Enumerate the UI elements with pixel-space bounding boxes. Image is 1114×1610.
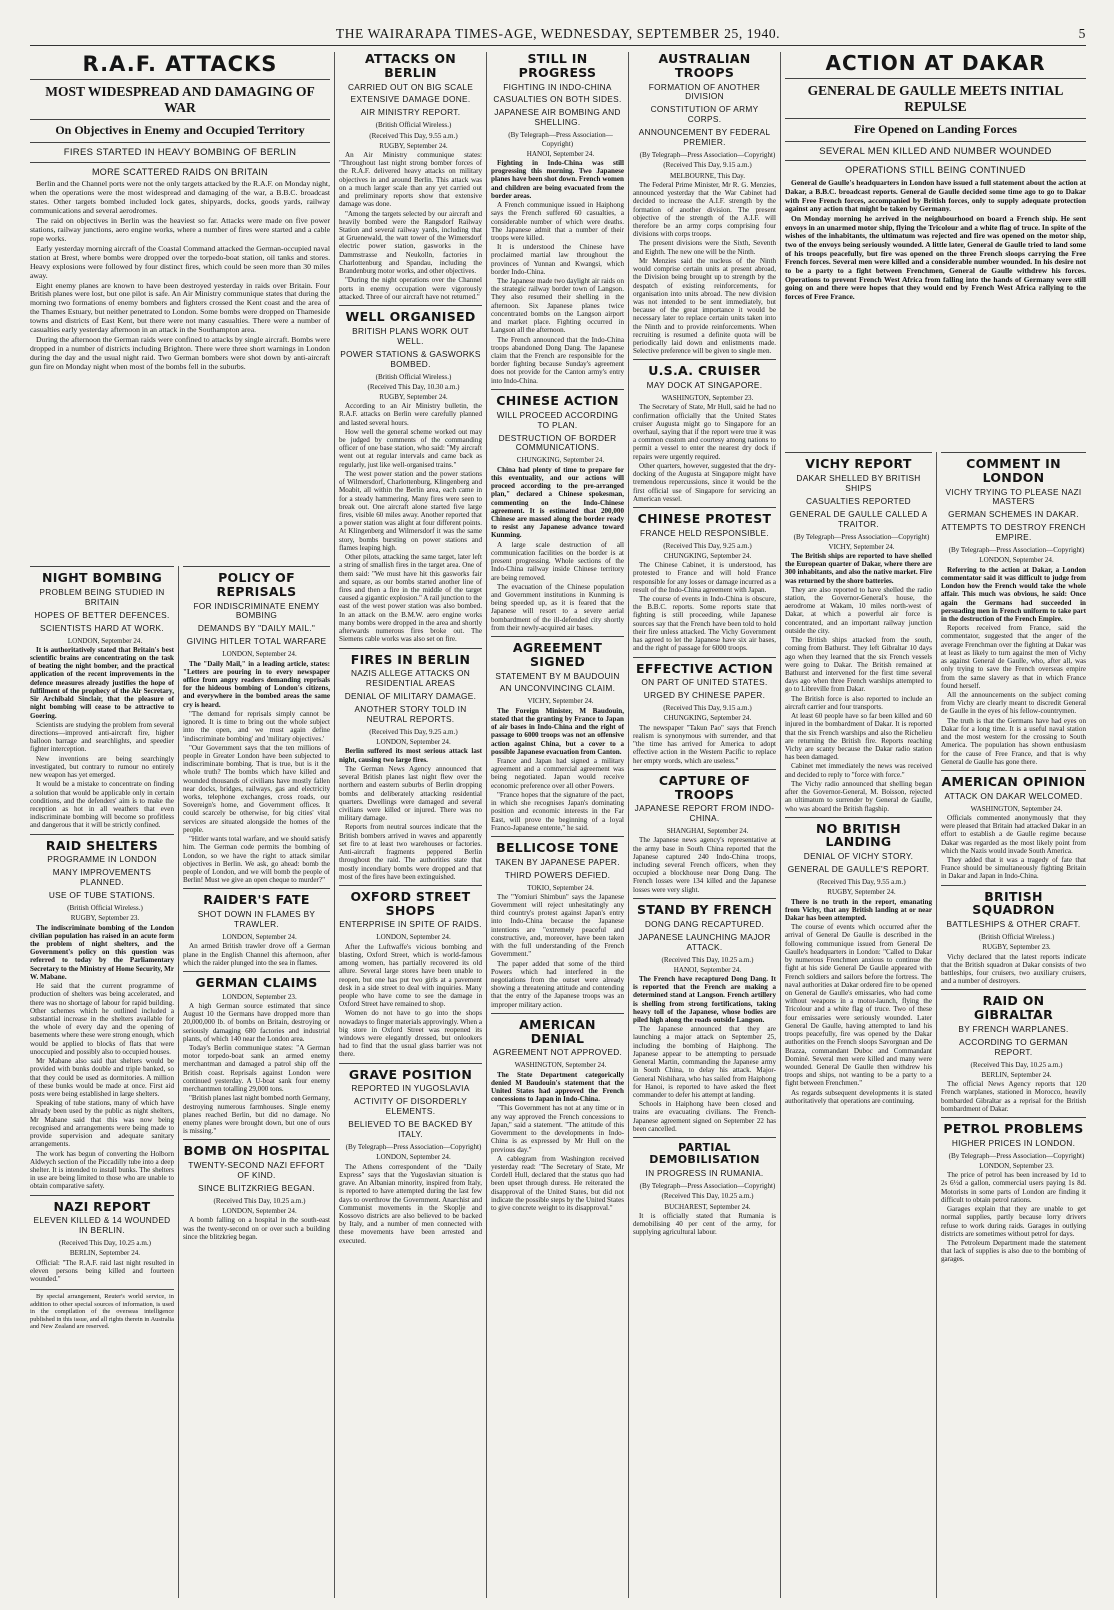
no-landing-deck: DENIAL OF VICHY STORY. <box>803 851 914 862</box>
dateline: CHUNGKING, September 24. <box>516 456 605 465</box>
reprisals-paragraph: "Our Government says that the ten millions of people in Greater London have been subjected to indiscriminate bombing. That is true, but is it the whole truth? The bombs which have killed and wounded thousands of civilians have mostly fallen near docks, bridges, railways, gas and electricity works, telephone exchanges, cross roads, our Sovereign's home, and Government offices. It could scarcely be otherwise, for big cities' vital services are situated alongside the homes of the people. <box>183 743 330 834</box>
stand-french-lead: The French have recaptured Dong Dang. It is reported that the French are making a determined stand at Langson. French artillery is shelling from strong fortifications, taking heavy toll of the Japanese, whose bodies are piled high along the roads outside Langson. <box>633 974 776 1025</box>
policy-of-reprisals-story <box>183 566 330 884</box>
chinese-action-deck: DESTRUCTION OF BORDER COMMUNICATIONS. <box>498 432 617 453</box>
comment-in-london-story <box>941 452 1086 766</box>
grave-deck: BELIEVED TO BE BACKED BY ITALY. <box>348 1119 473 1140</box>
raid-shelters-paragraph: Mr Mabane also said that shelters would be provided with bunks double and triple banked, so that they could be used as dormitories. A million of these bunks would be made at once. First aid posts were being established in large shelters. <box>30 1057 174 1098</box>
dateline: RUGBY, September 24. <box>827 888 896 897</box>
stand-french-deck: DONG DANG RECAPTURED. <box>644 918 765 929</box>
agreement-signed-story <box>491 636 624 832</box>
column-7b <box>936 452 1086 1598</box>
raf-attacks-subhead: MOST WIDESPREAD AND DAMAGING OF WAR <box>45 84 315 115</box>
australian-paragraph: The present divisions were the Sixth, Seventh and Eighth. The new one will be the Ninth. <box>633 239 776 256</box>
australian-deck: CONSTITUTION OF ARMY CORPS. <box>650 104 759 125</box>
no-british-landing-story <box>785 817 932 1105</box>
source-line: (By Telegraph—Press Association—Copyright) <box>639 151 776 160</box>
american-denial-deck: AGREEMENT NOT APPROVED. <box>492 1047 623 1058</box>
raid-shelters-deck: USE OF TUBE STATIONS. <box>48 890 156 901</box>
chinese-protest-paragraph: The course of events in Indo-China is obscure, the B.B.C. reports. Some reports state that fighting is still proceeding, while Japanese sources say that the French have been told to hold their fire unless attacked. The Vichy Government has agreed to let the Japanese have six air bases, and the right of passage for 6000 troops. <box>633 595 776 653</box>
masthead <box>30 22 1086 46</box>
partial-demob-deck: IN PROGRESS IN RUMANIA. <box>645 1168 764 1179</box>
well-organised-paragraph: The west power station and the power stations of Wilmersdorf, Charlottenburg, Klingenberg and Moabit, all within the Berlin area, each came in for a steady hammering. Many fires were seen to break out. One aircraft alone started five large fires, visible 60 miles away. Another reported that a power station was alight at four different points. At Klingenberg and Wilmersdorf it was the same story, bombs bursting on power stations and flames leaping high. <box>339 469 482 552</box>
vichy-deck: DAKAR SHELLED BY BRITISH SHIPS <box>796 472 921 493</box>
vichy-paragraph: Cabinet met immediately the news was received and decided to reply to "force with force." <box>785 762 932 779</box>
chinese-action-headline: CHINESE ACTION <box>496 392 619 408</box>
stand-french-headline: STAND BY FRENCH <box>637 901 772 917</box>
grave-paragraph: The Athens correspondent of the "Daily Express" says that the Yugoslavian situation is grave. An Albanian minority, inspired from Italy, is reported to have attempted during the last few days to overthrow the Government. Anarchist and Communist movements in the Skoplje and Kossovo districts are also believed to be backed by Italy, and a number of men connected with these movements have been arrested and executed. <box>339 1162 482 1245</box>
agreement-deck: STATEMENT BY M BAUDOUIN <box>495 670 620 681</box>
chinese-action-paragraph: A large scale destruction of all communication facilities on the border is at present progressing. Whole sections of the Indo-China railway inside Chinese territory are being removed. <box>491 540 624 582</box>
petrol-problems-story <box>941 1117 1086 1264</box>
raf-attacks-paragraph: Eight enemy planes are known to have been destroyed yesterday in raids over Britain. Four British planes were lost, but one pilot is safe. An Air Ministry communique states that during the morning two formations of enemy bombers and fighters crossed the Kent coast and the area of the Thames Estuary, but neither penetrated to London. Some bombs were dropped on Thameside towns and districts of East Kent, but there were not many casualties. There were a number of casualties early yesterday afternoon in an attack in the Southampton area. <box>30 280 330 335</box>
raf-attacks-paragraph: Early yesterday morning aircraft of the Coastal Command attacked the German-occupied naval station at Brest, where bombs were dropped over the torpedo-boat station, oil tanks and stores. Heavy explosions were followed by four distinct fires, which could be seen more than 30 miles away. <box>30 243 330 280</box>
dateline: LONDON, September 24. <box>222 1207 297 1216</box>
australian-troops-story <box>633 52 776 355</box>
raid-shelters-headline: RAID SHELTERS <box>45 837 159 853</box>
capture-headline: CAPTURE OF TROOPS <box>658 772 751 802</box>
comment-london-paragraph: The truth is that the Germans have had eyes on Dakar for a long time. It is a useful naval station and the most western for the crossing to South America. The population has shown enthusiasm for the cause of Free France, and that is why General de Gaulle has gone there. <box>941 716 1086 766</box>
bomb-hospital-paragraph: A bomb falling on a hospital in the south-east was the twenty-second on or over such a building since the blitzkrieg began. <box>183 1216 330 1241</box>
well-organised-deck: POWER STATIONS & GASWORKS BOMBED. <box>340 348 481 369</box>
dateline: LONDON, September 24. <box>222 933 297 942</box>
column-3 <box>334 52 482 1598</box>
dakar-deck-operations: OPERATIONS STILL BEING CONTINUED <box>785 160 1086 176</box>
british-squadron-headline: BRITISH SQUADRON <box>972 888 1055 918</box>
raid-shelters-paragraph: He said that the current programme of production of shelters was being accelerated, and there was no shortage of labour for rapid building. Other schemes which he outlined included a substantial increase in the shelters available for the whole of every day and the opening of basements where these were strong enough, which would be applied to blocks of flats that were unoccupied and possibly also to occupied houses. <box>30 982 174 1056</box>
night-bombing-deck: HOPES OF BETTER DEFENCES. <box>34 609 170 620</box>
american-opinion-deck: ATTACK ON DAKAR WELCOMED. <box>944 790 1083 801</box>
dateline: LONDON, September 23. <box>222 992 297 1001</box>
american-denial-lead: The State Department categorically denied M Baudouin's statement that the United States had approved the French concessions to Japan in Indo-China. <box>491 1070 624 1104</box>
grave-position-story <box>339 1063 482 1245</box>
vichy-headline: VICHY REPORT <box>805 456 912 471</box>
raid-shelters-paragraph: Speaking of tube stations, many of which have already been used by the public as night shelters, Mr Mabane said that this was now being recognised and arrangements were being made to provide supervision and adequate sanitary arrangements. <box>30 1099 174 1149</box>
dateline: MELBOURNE, This Day. <box>669 171 746 180</box>
partial-demobilisation-story <box>633 1137 776 1236</box>
bomb-hospital-deck: TWENTY-SECOND NAZI EFFORT OF KIND. <box>188 1160 325 1181</box>
american-denial-story <box>491 1013 624 1212</box>
still-in-progress-story <box>491 52 624 385</box>
well-organised-paragraph: According to an Air Ministry bulletin, the R.A.F. attacks on Berlin were carefully planned and lasted several hours. <box>339 402 482 427</box>
received-line: (Received This Day, 10.25 a.m.) <box>661 955 754 964</box>
dateline: BERLIN, September 24. <box>69 1249 141 1258</box>
berlin-deck: CARRIED OUT ON BIG SCALE <box>347 81 474 92</box>
dateline: RUGBY, September 23. <box>982 943 1051 952</box>
fires-berlin-deck: NAZIS ALLEGE ATTACKS ON RESIDENTIAL AREAS <box>350 668 471 689</box>
vichy-deck: CASUALTIES REPORTED <box>806 495 911 506</box>
dateline: LONDON, September 24. <box>979 556 1054 565</box>
attacks-on-berlin-story <box>339 52 482 301</box>
berlin-paragraph: "Among the targets selected by our aircraft and heavily bombed were the Rangsdorf Railway Station and several railway yards, including that at Gruenewald, the watt tower of the Wimersdorf electric power station, gasworks in the Dammstrasse and Neukolln, factories in Charlottenburg and Spandau, including the Brandenburg motor works, and other objectives. <box>339 209 482 276</box>
reprisals-headline: POLICY OF REPRISALS <box>216 570 297 599</box>
oxford-deck: ENTERPRISE IN SPITE OF RAIDS. <box>339 919 482 930</box>
source-line: (British Official Wireless.) <box>67 904 143 913</box>
petrol-paragraph: Garages explain that they are unable to get normal supplies, partly because lorry drivers refuse to work during raids. Garages in outlying districts are sometimes without petrol for days. <box>941 1205 1086 1238</box>
raid-shelters-lead: The indiscriminate bombing of the London civilian population has raised in an acute form the problem of night shelters, and the Government's policy on this question was referred to today by the Parliamentary Secretary to the Ministry of Home Security, Mr W. Mabane. <box>30 923 174 981</box>
agreement-lead: The Foreign Minister, M Baudouin, stated that the granting by France to Japan of air bases in Indo-China and the right of passage to 6000 troops was not an offensive action against China, but a cover to a possible Japanese evacuation from Canton. <box>491 706 624 756</box>
agreement-paragraph: France and Japan had signed a military agreement and a commercial agreement was being negotiated. Japan would receive economic preference over all other Powers. <box>491 756 624 790</box>
dakar-subhead: GENERAL DE GAULLE MEETS INITIAL REPULSE <box>807 83 1064 114</box>
raiders-fate-story <box>183 888 330 967</box>
reprisals-deck: DEMANDS BY "DAILY MAIL." <box>197 623 316 634</box>
indochina-paragraph: The French announced that the Indo-China troops abandoned Dong Dang. The Japanese claim that the French are responsible for the border fighting because Sunday's agreement does not provide for the Canton army's entry into Indo-China. <box>491 335 624 385</box>
cruiser-paragraph: Other quarters, however, suggested that the dry-docking of the Augusta at Singapore might have tremendous repercussions, since it would be the first official use of Singapore for servicing an American vessel. <box>633 461 776 503</box>
dateline: VICHY, September 24. <box>828 542 895 551</box>
british-squadron-story <box>941 885 1086 986</box>
american-opinion-paragraph: They added that it was a tragedy of fate that France should be simultaneously fighting Britain in Dakar and Japan in Indo-China. <box>941 855 1086 881</box>
vichy-paragraph: They are also reported to have shelled the radio station, the Governor-General's house, the aerodrome at Wakam, 10 miles north-west of Dakar, at which a powerful air force is concentrated, and an important railway junction outside the city. <box>785 585 932 635</box>
bomb-on-hospital-story <box>183 1139 330 1241</box>
no-landing-deck: GENERAL DE GAULLE'S REPORT. <box>787 864 930 875</box>
dateline: HANOI, September 24. <box>673 965 742 974</box>
chinese-action-deck: WILL PROCEED ACCORDING TO PLAN. <box>496 409 619 430</box>
dateline: RUGBY, September 24. <box>379 392 448 401</box>
partial-demob-paragraph: It is officially stated that Rumania is demobilising 40 per cent of the army, for supplying agricultural labour. <box>633 1211 776 1237</box>
oxford-headline: OXFORD STREET SHOPS <box>350 888 471 918</box>
effective-paragraph: The newspaper "Takun Pao" says that French realism is synonymous with surrender, and that "the time has arrived for America to adopt effective action in the Western Pacific to replace her empty words, which are useless." <box>633 723 776 765</box>
reprisals-paragraph: "Hitler wants total warfare, and we should satisfy him. The German code permits the bombing of London, so we have the right to attack similar objectives in Berlin. We ask, go ahead: bomb the people of London, and we will bomb the people of Berlin! Must we give an open cheque to murder?" <box>183 835 330 885</box>
partial-demob-headline: PARTIAL DEMOBILISATION <box>649 1141 760 1167</box>
dateline: CHUNGKING, September 24. <box>663 551 752 560</box>
agreement-headline: AGREEMENT SIGNED <box>512 640 603 669</box>
fires-berlin-headline: FIRES IN BERLIN <box>350 651 471 667</box>
raf-attacks-deck-raids: MORE SCATTERED RAIDS ON BRITAIN <box>30 162 330 178</box>
indochina-lead: Fighting in Indo-China was still progressing this morning. Two Japanese planes have been shot down. French women and children are being evacuated from the border areas. <box>491 158 624 200</box>
received-line: (Received This Day, 9.15 a.m.) <box>663 161 752 170</box>
vichy-lead: The British ships are reported to have shelled the European quarter of Dakar, where there are 300 inhabitants, and also the native market. Fire was returned by the shore batteries. <box>785 551 932 585</box>
vichy-paragraph: The British force is also reported to include an aircraft carrier and four transports. <box>785 694 932 711</box>
source-line: (British Official Wireless.) <box>375 372 452 381</box>
received-line: (Received This Day, 9.25 a.m.) <box>663 541 752 550</box>
reprisals-paragraph: "The demand for reprisals simply cannot be ignored. It is time to bring out the whole subject into the open, and we must again define 'indiscriminate bombing' and 'military objectives.' <box>183 709 330 743</box>
source-line: (British Official Wireless.) <box>375 121 452 130</box>
berlin-deck: EXTENSIVE DAMAGE DONE. <box>350 94 471 105</box>
american-denial-paragraph: "This Government has not at any time or in any way approved the French concessions to Japan," said a statement. "The attitude of this Government to the developments in Indo-China is as expressed by Mr Hull on the previous day." <box>491 1104 624 1154</box>
indochina-deck: JAPANESE AIR BOMBING AND SHELLING. <box>494 107 621 128</box>
received-line: (Received This Day, 9.25 a.m.) <box>369 728 458 737</box>
reuters-footnote: By special arrangement, Reuter's world service, in addition to other special sources of information, is used in the compilation of the overseas intelligence published in this issue, and all rights therein in Australia and New Zealand are reserved. <box>30 1289 174 1330</box>
german-claims-paragraph: "British planes last night bombed north Germany, destroying numerous farmhouses. Single enemy planes reached Berlin, but did no damage. No enemy planes were brought down, but one of ours is missing." <box>183 1094 330 1136</box>
source-line: (By Telegraph—Press Association—Copyright) <box>639 1182 776 1191</box>
dakar-deck-killed: SEVERAL MEN KILLED AND NUMBER WOUNDED <box>785 141 1086 157</box>
petrol-paragraph: The Petroleum Department made the statement that lack of supplies is also due to the bombing of garages. <box>941 1238 1086 1264</box>
british-squadron-paragraph: Vichy declared that the latest reports indicate that the British squadron at Dakar consists of two battleships, four cruisers, two auxiliary cruisers, and a number of destroyers. <box>941 952 1086 986</box>
nazi-report-deck: ELEVEN KILLED & 14 WOUNDED IN BERLIN. <box>33 1215 171 1236</box>
raid-on-gibraltar-story <box>941 989 1086 1113</box>
american-opinion-headline: AMERICAN OPINION <box>941 773 1086 789</box>
received-line: (Received This Day, 10.25 a.m.) <box>213 1197 306 1206</box>
berlin-headline: ATTACKS ON BERLIN <box>364 52 457 80</box>
dateline: WASHINGTON, September 24. <box>970 804 1063 813</box>
night-bombing-paragraph: It would be a mistake to concentrate on finding a solution that would be applicable only in certain conditions, and the defenders' aim is to make the reception as hot in all weathers that even indiscriminate bombing will become so profitless and dangerous that it will be strictly confined. <box>30 780 174 830</box>
comment-london-deck: ATTEMPTS TO DESTROY FRENCH EMPIRE. <box>941 522 1086 543</box>
german-claims-paragraph: Today's Berlin communique states: "A German motor torpedo-boat sank an armed enemy merchantman and damaged a patrol ship off the British coast. Reprisals against London were continued yesterday. A U-boat sank four enemy merchantmen totalling 29,000 tons. <box>183 1044 330 1094</box>
raid-shelters-deck: PROGRAMME IN LONDON <box>47 854 157 865</box>
dakar-paragraph: On Monday morning he arrived in the neighbourhood on board a French ship. He sent envoys in an unarmed motor ship, flying the Tricolour and a white flag of truce. In spite of the wishes of the inhabitants, the ultimatum was rejected and fire was opened on the motor ship, two of the envoys being seriously wounded. A little later, General de Gaulle tried to land some of his troops peacefully, but fire was opened on the three French sloops carrying the Free French forces. Several men were killed and a considerable number wounded. In his desire not to be a party to a fight between Frenchmen, General de Gaulle withdrew his forces. Operations to prevent French West Africa from falling into the hands of Germany were still going on and there were hopes that they would end by French West Africa rallying to the forces of Free France. <box>785 213 1086 302</box>
chinese-protest-headline: CHINESE PROTEST <box>637 511 772 527</box>
vichy-deck: GENERAL DE GAULLE CALLED A TRAITOR. <box>789 508 928 529</box>
chinese-protest-story <box>633 507 776 653</box>
raf-attacks-headline: R.A.F. ATTACKS <box>30 52 330 80</box>
raid-shelters-story <box>30 834 174 1191</box>
raf-attacks-paragraph: Berlin and the Channel ports were not the only targets attacked by the R.A.F. on Monday night, when the operations were the most widespread and damaging of the war, a B.B.C. broadcast states. Other targets bombed included lock gates, shipyards, docks, goods yards, railway communications and several aerodromes. <box>30 179 330 216</box>
raiders-fate-deck: SHOT DOWN IN FLAMES BY TRAWLER. <box>197 909 316 930</box>
berlin-paragraph: "During the night operations over the Channel ports in enemy occupation were vigorously attacked. Three of our aircraft have not returned." <box>339 276 482 301</box>
bellicose-deck: THIRD POWERS DEFIED. <box>504 869 611 880</box>
well-organised-paragraph: Other pilots, attacking the same target, later left a string of smallish fires in the target area. One of them said: "We must have hit this gasworks fair and square, as our bombs started another line of fires and then a fire in the middle of the target caused a gigantic explosion." A rail junction to the east of the west power station was also bombed. In an attack on the B.M.W. aero engine works many bombs were dropped in the area and shortly afterwards numerous fires broke out. The Siemens cable works was also set on fire. <box>339 553 482 644</box>
bomb-hospital-headline: BOMB ON HOSPITAL <box>183 1143 330 1159</box>
raf-attacks-deck-fires: FIRES STARTED IN HEAVY BOMBING OF BERLIN <box>30 142 330 158</box>
dateline: RUGBY, September 24. <box>379 141 448 150</box>
comment-london-paragraph: All the announcements on the subject coming from Vichy are clearly meant to discredit General de Gaulle in the eyes of his fellow-countrymen. <box>941 690 1086 716</box>
raiders-fate-paragraph: An armed British trawler drove off a German plane in the English Channel this afternoon, after which the raider plunged into the sea in flames. <box>183 942 330 967</box>
received-line: (Received This Day, 9.55 a.m.) <box>817 878 906 887</box>
american-denial-paragraph: A cablegram from Washington received yesterday read: "The Secretary of State, Mr Cordell Hull, declared that the status quo had been upset through duress. He reiterated the disapproval of the United States, but did not indicate the possible steps by the United States to give concrete weight to its disapproval." <box>491 1154 624 1213</box>
australian-paragraph: The Federal Prime Minister, Mr R. G. Menzies, announced yesterday that the War Cabinet had decided to increase the A.I.F. strength by the formation of another division. The present objective of the strength of the A.I.F. will therefore be an army corps comprising four divisions with corps troops. <box>633 180 776 239</box>
comment-london-headline: COMMENT IN LONDON <box>966 456 1061 485</box>
australian-deck: FORMATION OF ANOTHER DIVISION <box>648 81 761 102</box>
dateline: BUCHAREST, September 24. <box>664 1202 751 1211</box>
raf-attacks-story <box>30 52 330 372</box>
column-2b <box>178 566 330 1598</box>
chinese-protest-paragraph: The Chinese Cabinet, it is understood, has protested to France and will hold France responsible for any losses or damage incurred as a result of the Indo-China agreement with Japan. <box>633 561 776 594</box>
vichy-paragraph: The British ships attacked from the south, coming from Bathurst. They left Gibraltar 10 days ago when they learned that the six French vessels were going to Dakar. The British remained at Bathurst and intervened for the first time several days ago when three French warships attempted to go to Libreville from Dakar. <box>785 636 932 694</box>
capture-deck: JAPANESE REPORT FROM INDO-CHINA. <box>634 803 775 824</box>
no-landing-paragraph: As regards subsequent developments it is stated authoritatively that operations are continuing. <box>785 1088 932 1105</box>
grave-headline: GRAVE POSITION <box>348 1066 473 1082</box>
reprisals-lead: The "Daily Mail," in a leading article, states: "Letters are pouring in to every newspaper office from angry readers demanding reprisals for the hideous bombing of London's citizens, and everywhere in the bombed areas the same cry is heard. <box>183 659 330 709</box>
dakar-deck-fire: Fire Opened on Landing Forces <box>785 118 1086 137</box>
dateline: LONDON, September 24. <box>376 1153 451 1162</box>
raid-shelters-paragraph: The work has begun of converting the Holborn Aldwych section of the Piccadilly tube into a deep shelter. It is intended to install bunks. The shelters in use are being limited to those who are unable to obtain comparative safety. <box>30 1149 174 1191</box>
dateline: WASHINGTON, September 24. <box>514 1061 607 1070</box>
dateline: RUGBY, September 23. <box>70 914 140 923</box>
dateline: TOKIO, September 24. <box>527 883 594 892</box>
capture-paragraph: The Japanese news agency's representative at the army base in South China reported that the Japanese captured 240 Indo-China troops, including several French officers, when they occupied a blockhouse near Dong Dang. The French losses were 134 killed and the Japanese losses were very slight. <box>633 836 776 894</box>
bomb-hospital-deck: SINCE BLITZKRIEG BEGAN. <box>198 1183 315 1194</box>
newspaper-masthead-title: THE WAIRARAPA TIMES-AGE, WEDNESDAY, SEPTEMBER 25, 1940. <box>335 26 781 41</box>
berlin-paragraph: An Air Ministry communique states: "Throughout last night strong bomber forces of the R.A.F. delivered heavy attacks on military objectives in and around Berlin. This attack was on a much larger scale than any yet carried out and preliminary reports show that extensive damage was done. <box>339 151 482 209</box>
stand-by-french-story <box>633 898 776 1133</box>
dateline: SHANGHAI, September 24. <box>666 827 749 836</box>
night-bombing-paragraph: New inventions are being searchingly investigated, but contrary to rumour no entirely new weapon has yet emerged. <box>30 754 174 780</box>
german-claims-story <box>183 971 330 1135</box>
reprisals-deck: GIVING HITLER TOTAL WARFARE <box>186 636 327 647</box>
received-line: (Received This Day, 9.15 a.m.) <box>663 704 752 713</box>
chinese-action-paragraph: The evacuation of the Chinese population and Government institutions in Kunming is being speeded up, as it is feared that the Japanese will resort to a severe aerial bombardment of the ill-defended city shortly from their newly-acquired air bases. <box>491 582 624 632</box>
raid-shelters-deck: MANY IMPROVEMENTS PLANNED. <box>52 867 152 888</box>
raiders-fate-headline: RAIDER'S FATE <box>203 892 310 908</box>
dateline: VICHY, September 24. <box>527 697 594 706</box>
fires-in-berlin-story <box>339 648 482 881</box>
stand-french-paragraph: Schools in Haiphong have been closed and trains are evacuating civilians. The French-Japanese agreement signed on September 22 has been cancelled. <box>633 1100 776 1133</box>
bellicose-paragraph: The "Yomiuri Shimbun" says the Japanese Government will reject unhesitatingly any third country's protest against Japan's entry into Indo-China because the Japanese intentions are "extremely peaceful and constructive, and, moreover, have been taken with the full understanding of the French Government." <box>491 892 624 959</box>
bellicose-headline: BELLICOSE TONE <box>496 839 619 855</box>
gibraltar-deck: ACCORDING TO GERMAN REPORT. <box>959 1036 1068 1057</box>
dateline: LONDON, September 24. <box>67 636 143 645</box>
dateline: LONDON, September 24. <box>376 738 451 747</box>
no-landing-lead: There is no truth in the report, emanating from Vichy, that any British landing at or near Dakar has been attempted. <box>785 897 932 923</box>
indochina-paragraph: A French communique issued in Haiphong says the French suffered 60 casualties, a considerable number of which were deaths. The Japanese admit that a number of their troops were killed. <box>491 201 624 242</box>
indochina-headline: STILL IN PROGRESS <box>518 52 597 80</box>
stand-french-paragraph: The Japanese announced that they are launching a major attack on September 25, including the bombing of Haiphong. The Japanese appear to be attempting to persuade General Martin, commanding the Japanese army in South China, to delay his attack. Major-General Nishihara, who has sailed from Haiphong for Hanoi, is reported to have asked the fleet commander to defer his attempt at landing. <box>633 1025 776 1100</box>
nazi-report-paragraph: Official: "The R.A.F. raid last night resulted in eleven persons being killed and fourteen wounded." <box>30 1258 174 1284</box>
oxford-street-story <box>339 885 482 1059</box>
american-denial-headline: AMERICAN DENIAL <box>519 1016 596 1046</box>
gibraltar-headline: RAID ON GIBRALTAR <box>973 993 1054 1023</box>
agreement-deck: AN UNCONVINCING CLAIM. <box>499 683 616 694</box>
source-line: (British Official Wireless.) <box>978 933 1055 942</box>
column-4 <box>486 52 624 1598</box>
effective-headline: EFFECTIVE ACTION <box>636 660 773 676</box>
comment-london-lead: Referring to the action at Dakar, a London commentator said it was difficult to judge from London how the French would take the whole affair. This much was obvious, he said: Once again the Germans had succeeded in persuading men in French uniform to take part in the destruction of the French Empire. <box>941 565 1086 624</box>
indochina-paragraph: The Japanese made two daylight air raids on the strategic railway border town of Langson. They also resumed their shelling in the afternoon. Six Japanese planes twice concentrated bombs on the Langson airport and market place. Fighting occurred in Langson all the afternoon. <box>491 277 624 335</box>
dateline: WASHINGTON, September 23. <box>661 394 754 403</box>
received-line: (Received This Day, 9.55 a.m.) <box>369 131 458 140</box>
well-organised-deck: BRITISH PLANS WORK OUT WELL. <box>352 325 469 346</box>
raf-attacks-deck-objectives: On Objectives in Enemy and Occupied Territory <box>30 119 330 138</box>
vichy-paragraph: The Vichy radio announced that shelling began after the Governor-General, M. Boisson, rejected an ultimatum to surrender by General de Gaulle, who was aboard the British flagship. <box>785 779 932 813</box>
bellicose-paragraph: The paper added that some of the third Powers which had interfered in the negotiations from the outset were already showing a threatening attitude and contending that the entry of the Japanese troops was an improper military action. <box>491 959 624 1009</box>
nazi-report-story <box>30 1195 174 1331</box>
dateline: LONDON, September 24. <box>376 933 451 942</box>
american-opinion-story <box>941 770 1086 881</box>
comment-london-deck: GERMAN SCHEMES IN DAKAR. <box>948 509 1079 520</box>
petrol-paragraph: The price of petrol has been increased by 1d to 2s 6½d a gallon, commercial users paying 1s 8d. Motorists in some parts of London are finding it difficult to obtain petrol rations. <box>941 1171 1086 1204</box>
vichy-report-story <box>785 452 932 813</box>
effective-action-story <box>633 657 776 765</box>
comment-london-paragraph: Reports received from France, said the commentator, suggested that the anger of the average Frenchman over the fighting at Dakar was at least as likely to turn against the men of Vichy as against General de Gaulle, who, after all, was only trying to save the French overseas empire from the same slavery as that in which France found herself. <box>941 624 1086 690</box>
fires-berlin-deck: DENIAL OF MILITARY DAMAGE. <box>344 691 477 702</box>
well-organised-story <box>339 305 482 644</box>
dateline: CHUNGKING, September 24. <box>663 714 752 723</box>
fires-berlin-deck: ANOTHER STORY TOLD IN NEUTRAL REPORTS. <box>354 704 467 725</box>
source-line: (By Telegraph—Press Association—Copyright) <box>948 546 1085 555</box>
comment-london-deck: VICHY TRYING TO PLEASE NAZI MASTERS <box>945 486 1082 507</box>
gibraltar-paragraph: The official News Agency reports that 120 French warplanes, stationed in Morocco, heavily bombarded Gibraltar as a reprisal for the British bombardment of Dakar. <box>941 1080 1086 1113</box>
dateline: HANOI, September 24. <box>526 149 595 158</box>
chinese-action-story <box>491 389 624 632</box>
capture-of-troops-story <box>633 769 776 894</box>
night-bombing-story <box>30 566 174 830</box>
night-bombing-paragraph: Scientists are studying the problem from several directions—improved anti-aircraft fire, higher balloon barrage and searchlights, and speedier fighter interception. <box>30 720 174 754</box>
column-6b <box>780 452 932 1598</box>
dateline: LONDON, September 24. <box>222 650 297 659</box>
received-line: (Received This Day, 10.25 a.m.) <box>970 1060 1063 1069</box>
nazi-report-headline: NAZI REPORT <box>53 1198 151 1214</box>
agreement-paragraph: "France hopes that the signature of the pact, in which she recognises Japan's dominating position and economic interests in the Far East, will prove the beginning of a loyal Franco-Japanese entente," he said. <box>491 790 624 832</box>
grave-deck: REPORTED IN YUGOSLAVIA <box>351 1083 470 1094</box>
no-landing-paragraph: The course of events which occurred after the arrival of General De Gaulle is described in the following communique issued from General De Gaulle's headquarters in London: "Called to Dakar by numerous Frenchmen anxious to continue the fight at his side General De Gaulle appeared with French soldiers and sailors before the fortress. The naval authorities at Dakar ordered fire to be opened on General de Gaulle's emissaries, who had come without weapons in a motor-launch, flying the Tricolour and a white flag of truce. Two of these four emissaries were seriously wounded. Later General De Gaulle, having attempted to land his troops peacefully, fire was opened by the Dakar authorities on the French sloops Savorgnan and De Brazza, commandant Duboc and Commandant Dominé. Several men were killed and many were wounded. General De Gaulle then withdrew his troops and ships, not wanting to be a party to a fight between Frenchmen." <box>785 923 932 1088</box>
night-bombing-lead: It is authoritatively stated that Britain's best scientific brains are concentrating on the task of beating the night bomber, and the practical application of the recent improvements in the defence measures already justifies the hope of fulfilment of the prophecy of the Air Secretary, Sir Archibald Sinclair, that the pleasure of night bombing will cease to be attractive to Goering. <box>30 645 174 720</box>
received-line: (Received This Day, 10.25 a.m.) <box>661 1192 754 1201</box>
raf-attacks-paragraph: The raid on objectives in Berlin was the heaviest so far. Attacks were made on five power stations, railway junctions, aero engine works, where a number of fires were started and a cable rope works. <box>30 216 330 243</box>
source-line: (By Telegraph—Press Association—Copyright) <box>508 131 613 148</box>
german-claims-paragraph: A high German source estimated that since August 10 the Germans have dropped more than 20,000,000 lb. of bombs on Britain, destroying or seriously damaging 680 factories and industrial plants, of which 140 near the London area. <box>183 1001 330 1043</box>
stand-french-deck: JAPANESE LAUNCHING MAJOR ATTACK. <box>638 931 771 952</box>
oxford-paragraph: After the Luftwaffe's vicious bombing and blasting, Oxford Street, which is world-famous among women, has partially recovered its old allure. Several large stores have been unable to reopen, but one has put two girls at a pavement desk in a side street to deal with inquiries. Many people who have come to see the damage in Oxford Street have remained to shop. <box>339 942 482 1009</box>
dateline: BERLIN, September 24. <box>981 1070 1052 1079</box>
chinese-action-lead: China had plenty of time to prepare for this eventuality, and our actions will proceed according to the pre-arranged plan," declared a Chinese spokesman, commenting on the Indo-Chinese agreement. It is estimated that 200,000 Chinese are massed along the border ready to resist any Japanese advance toward Kunming. <box>491 465 624 540</box>
gibraltar-deck: BY FRENCH WARPLANES. <box>958 1023 1069 1034</box>
column-1b <box>30 566 174 1598</box>
reprisals-deck: FOR INDISCRIMINATE ENEMY BOMBING <box>193 600 320 621</box>
bellicose-tone-story <box>491 836 624 1009</box>
cruiser-deck: MAY DOCK AT SINGAPORE. <box>646 380 763 391</box>
british-squadron-deck: BATTLESHIPS & OTHER CRAFT. <box>946 919 1081 930</box>
action-at-dakar-story <box>785 52 1086 302</box>
american-opinion-paragraph: Officials commented anonymously that they were pleased that Britain had attacked Dakar in an effort to establish a de Gaulle regime because Dakar was regarded as the most likely point from which the Nazis would invade South America. <box>941 813 1086 855</box>
vichy-paragraph: At least 60 people have so far been killed and 60 injured in the bombardment of Dakar. It is reported that the six French warships and also the Richelieu are returning the British fire. Reports reaching Vichy are scanty because the Dakar radio station has been damaged. <box>785 712 932 762</box>
raf-attacks-paragraph: During the afternoon the German raids were confined to attacks by single aircraft. Bombs were dropped in a number of districts including Brighton. There were three short warnings in London during the day and the usual night raid. Two German bombers were shot down by anti-aircraft gun fire on Monday night when most of the bombs fell in the suburbs. <box>30 335 330 371</box>
petrol-headline: PETROL PROBLEMS <box>943 1121 1084 1137</box>
australian-headline: AUSTRALIAN TROOPS <box>658 52 751 80</box>
received-line: (Received This Day, 10.25 a.m.) <box>59 1239 151 1248</box>
source-line: (By Telegraph—Press Association—Copyright) <box>345 1143 482 1152</box>
received-line: (Received This Day, 10.30 a.m.) <box>367 382 460 391</box>
german-claims-headline: GERMAN CLAIMS <box>195 974 318 990</box>
usa-cruiser-story <box>633 359 776 503</box>
fires-berlin-paragraph: The German News Agency announced that several British planes last night flew over the northern and eastern suburbs of Berlin dropping bombs and deliberately attacking residential quarters. Dwellings were damaged and several civilians were killed or injured. There was no military damage. <box>339 764 482 823</box>
fires-berlin-paragraph: Reports from neutral sources indicate that the British bombers arrived in waves and apparently set fire to at least two warehouses or factories. Anti-aircraft fragments peppered Berlin throughout the raid. The authorities state that mostly incendiary bombs were dropped and that most of the fires have been extinguished. <box>339 823 482 881</box>
source-line: (By Telegraph—Press Association—Copyright) <box>948 1151 1085 1160</box>
fires-berlin-lead: Berlin suffered its most serious attack last night, causing two large fires. <box>339 747 482 764</box>
page-number: 5 <box>1078 26 1086 41</box>
effective-deck: URGED BY CHINESE PAPER. <box>643 690 766 701</box>
bellicose-deck: TAKEN BY JAPANESE PAPER. <box>495 856 620 867</box>
dakar-headline: ACTION AT DAKAR <box>785 52 1086 79</box>
grave-deck: ACTIVITY OF DISORDERLY ELEMENTS. <box>353 1096 468 1117</box>
australian-paragraph: Mr Menzies said the nucleus of the Ninth would comprise certain units at present abroad, the Division being brought up to strength by the despatch of existing reinforcements, for organisation into units abroad. The new division was not intended to be sent immediately, but because of the great importance it would be necessary later to replace certain units taken into the Ninth and to provide reinforcements. When recruiting is resumed a definite quota will be periodically laid down and enlistments made. Selective preference will be given to single men. <box>633 256 776 356</box>
cruiser-headline: U.S.A. CRUISER <box>648 363 761 379</box>
night-bombing-deck: SCIENTISTS HARD AT WORK. <box>40 622 164 633</box>
dateline: LONDON, September 23. <box>979 1161 1054 1170</box>
no-landing-headline: NO BRITISH LANDING <box>816 820 901 850</box>
well-organised-headline: WELL ORGANISED <box>345 308 476 324</box>
petrol-deck: HIGHER PRICES IN LONDON. <box>951 1137 1076 1148</box>
night-bombing-deck: PROBLEM BEING STUDIED IN BRITAIN <box>39 586 165 607</box>
effective-deck: ON PART OF UNITED STATES. <box>641 677 768 688</box>
oxford-paragraph: Women do not have to go into the shops nowadays to finger materials approvingly. When a big store in Oxford Street was reopened its windows were elegantly dressed, but onlookers had to find that the usual glass barrier was not there. <box>339 1009 482 1059</box>
indochina-deck: CASUALTIES ON BOTH SIDES. <box>493 94 622 105</box>
night-bombing-headline: NIGHT BOMBING <box>41 570 163 585</box>
indochina-paragraph: It is understood the Chinese have proclaimed martial law throughout the provinces of Yunnan and Kwangsi, which border Indo-China. <box>491 243 624 276</box>
australian-deck: ANNOUNCEMENT BY FEDERAL PREMIER. <box>638 127 771 148</box>
dakar-lead: General de Gaulle's headquarters in London have issued a full statement about the action at Dakar, a B.B.C. broadcast reports. General de Gaulle decided some time ago to go to Dakar with Free French forces, accompanied by British forces, only to supply adequate protection against any action that might be taken by Germany. <box>785 178 1086 214</box>
cruiser-paragraph: The Secretary of State, Mr Hull, said he had no confirmation officially that the United States cruiser Augusta might go to Singapore for an overhaul, saying that if the report were true it was a common custom and courtesy among nations to permit a vessel to enter the nearest dry dock if repairs were urgently required. <box>633 403 776 461</box>
chinese-protest-deck: FRANCE HELD RESPONSIBLE. <box>640 527 769 538</box>
well-organised-paragraph: How well the general scheme worked out may be judged by comments of the commanding officer of one base station, who said: "My aircraft went out at regular intervals and came back as regularly, just like well-organised trains." <box>339 427 482 469</box>
column-5 <box>628 52 776 1598</box>
berlin-deck: AIR MINISTRY REPORT. <box>360 107 461 118</box>
source-line: (By Telegraph—Press Association—Copyright) <box>793 532 930 541</box>
right-block <box>780 52 1086 452</box>
indochina-deck: FIGHTING IN INDO-CHINA <box>503 81 612 92</box>
